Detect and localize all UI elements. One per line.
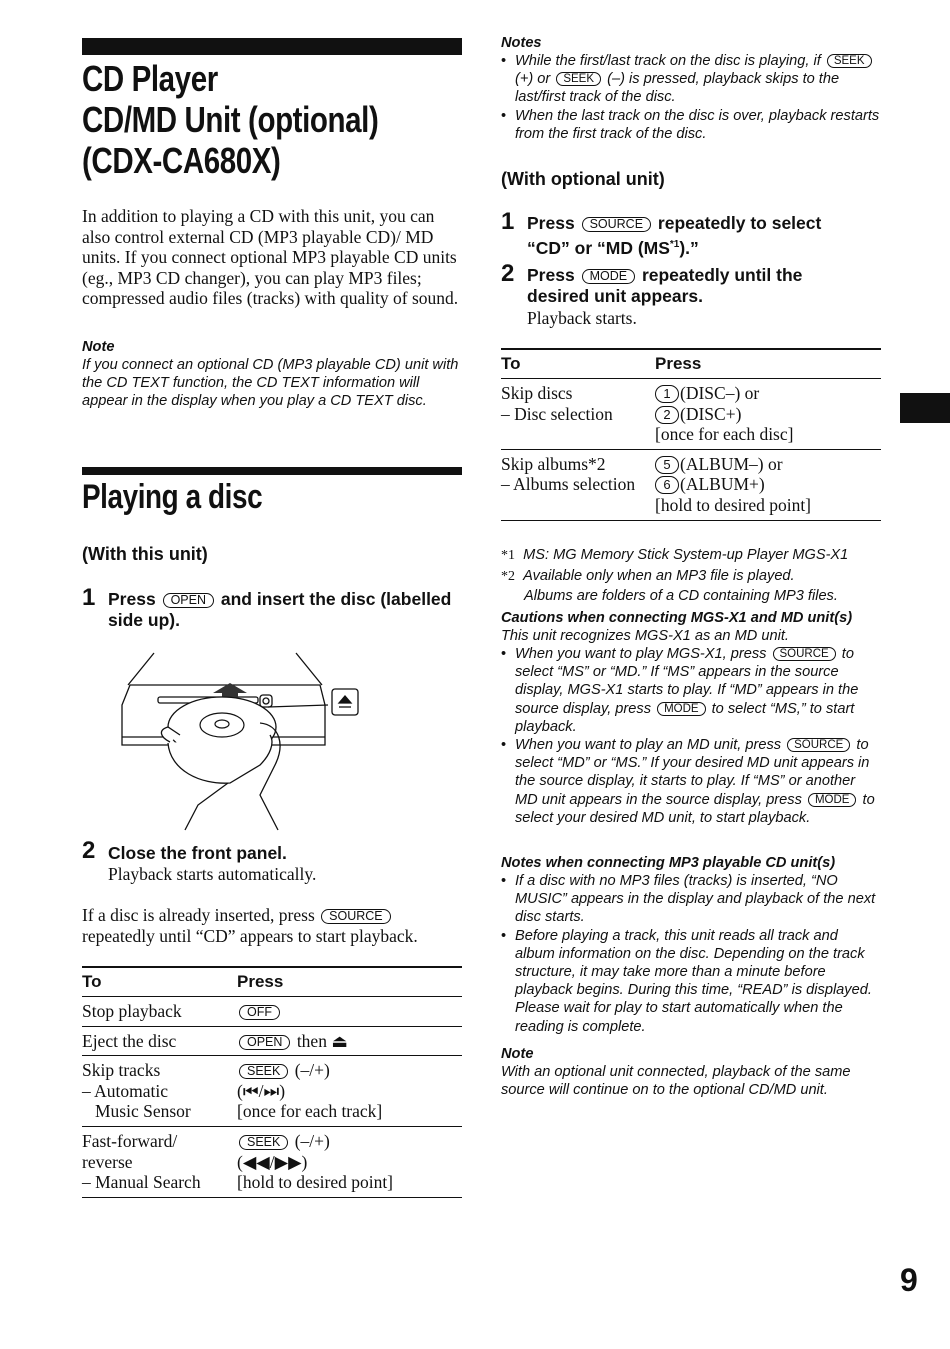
open-key: OPEN xyxy=(239,1035,290,1050)
source-key: SOURCE xyxy=(787,738,850,752)
title-line-3: (CDX-CA680X) xyxy=(82,140,281,181)
number-key: 5 xyxy=(655,456,679,474)
r-step-1-number: 1 xyxy=(501,208,515,235)
step-1-number: 1 xyxy=(82,584,96,611)
number-key: 2 xyxy=(655,406,679,424)
r-step-2-subtext: Playback starts. xyxy=(527,308,637,328)
list-item: • If a disc with no MP3 files (tracks) is inserted, “NO MUSIC” appears in the display and playback of the next disc starts. xyxy=(501,872,881,927)
title-line-1: CD Player xyxy=(82,58,218,99)
table-head-to: To xyxy=(82,967,237,997)
source-key: SOURCE xyxy=(773,647,836,661)
title-line-2: CD/MD Unit (optional) xyxy=(82,99,379,140)
footnotes: *1 MS: MG Memory Stick System-up Player MGS-X1 *2 Available only when an MP3 file is played. Albums are folders of a CD containing MP3 files. xyxy=(501,547,849,605)
step-2-subtext: Playback starts automatically. xyxy=(108,864,317,884)
table-row: Eject the disc OPEN then ⏏ xyxy=(82,1026,462,1056)
notes-list xyxy=(501,52,881,143)
number-key: 6 xyxy=(655,476,679,494)
side-tab-marker xyxy=(900,393,950,423)
left-operation-table xyxy=(82,966,462,1198)
seek-key: SEEK xyxy=(827,54,872,68)
final-note-text: With an optional unit connected, playback of the same source will continue on to the optional CD/MD unit. xyxy=(501,1064,851,1099)
table-row: Fast-forward/ reverse – Manual Search SEEK (–/+) (◀◀/▶▶) [hold to desired point] xyxy=(82,1126,462,1197)
notes-mp3-title: Notes when connecting MP3 playable CD unit(s) xyxy=(501,855,836,871)
with-optional-heading: (With optional unit) xyxy=(501,169,665,189)
table-head-to: To xyxy=(501,349,655,379)
intro-paragraph: In addition to playing a CD with this unit, you can also control external CD (MP3 playable CD)/ MD units. If you connect optional MP3 playable CD units (eg., MP3 CD changer), you can play MP3 files; compressed audio files (tracks) with quality of sound. xyxy=(82,206,459,309)
final-note-label: Note xyxy=(501,1046,534,1062)
page-number: 9 xyxy=(900,1262,918,1298)
page-title xyxy=(82,58,378,181)
cautions-title: Cautions when connecting MGS-X1 and MD unit(s) xyxy=(501,610,853,626)
table-row: Stop playback OFF xyxy=(82,997,462,1027)
notes-label: Notes xyxy=(501,35,542,51)
source-key: SOURCE xyxy=(321,909,390,924)
list-item: • Before playing a track, this unit reads all track and album information on the disc. Depending on the track structure, it may take more than a minute before playback begins. During this time, “READ” is displayed. Please wait for play to start automatically when the reading is complete. xyxy=(501,927,881,1036)
cautions-intro: This unit recognizes MGS-X1 as an MD unit. xyxy=(501,628,789,644)
r-step-2-number: 2 xyxy=(501,260,515,287)
r-step-1-text: Press SOURCE repeatedly to select “CD” or “MD (MS$^{*1}$).” xyxy=(527,213,822,258)
cautions-list xyxy=(501,645,881,827)
table-head-press: Press xyxy=(237,967,462,997)
note-text: If you connect an optional CD (MP3 playable CD) unit with the CD TEXT function, the CD TEXT information will appear in the display when you play a CD TEXT disc. xyxy=(82,357,459,410)
section-title: Playing a disc xyxy=(82,478,263,516)
list-item: • While the first/last track on the disc is playing, if SEEK (+) or SEEK (–) is pressed, playback skips to the last/first track of the disc. xyxy=(501,52,881,107)
mode-key: MODE xyxy=(657,702,706,716)
off-key: OFF xyxy=(239,1005,280,1020)
table-head-press: Press xyxy=(655,349,881,379)
title-rule xyxy=(82,38,462,55)
seek-key: SEEK xyxy=(239,1135,288,1150)
notes-mp3-list xyxy=(501,872,881,1036)
mode-key: MODE xyxy=(582,269,636,284)
with-this-unit-heading: (With this unit) xyxy=(82,544,208,564)
number-key: 1 xyxy=(655,385,679,403)
table-row: Skip discs – Disc selection 1 (DISC–) or 2 (DISC+) [once for each disc] xyxy=(501,379,881,450)
note-label: Note xyxy=(82,339,115,355)
seek-key: SEEK xyxy=(556,72,601,86)
step-1-text: Press OPEN and insert the disc (labelled side up). xyxy=(108,589,452,630)
list-item: • When you want to play an MD unit, press SOURCE to select “MD” or “MS.” If your desired MD unit appears in the source display, it starts to play. If “MS” or another MD unit appears in the source display, press MODE to select your desired MD unit, to start playback. xyxy=(501,736,881,827)
already-inserted-paragraph: If a disc is already inserted, press SOURCE repeatedly until “CD” appears to start playback. xyxy=(82,905,418,946)
mode-key: MODE xyxy=(808,793,857,807)
r-step-2-text: Press MODE repeatedly until the desired unit appears. xyxy=(527,265,803,306)
source-key: SOURCE xyxy=(582,217,651,232)
table-row: Skip tracks – Automatic Music Sensor SEEK (–/+) (⏮/⏭) [once for each track] xyxy=(82,1056,462,1127)
open-key: OPEN xyxy=(163,593,214,608)
section-rule xyxy=(82,467,462,475)
step-2-number: 2 xyxy=(82,837,96,864)
right-operation-table xyxy=(501,348,881,521)
list-item: • When you want to play MGS-X1, press SOURCE to select “MS” or “MD.” If “MS” appears in the source display, MGS-X1 starts to play. If “MD” appears in the source display, press MODE to select “MS,” to start playback. xyxy=(501,645,881,736)
insert-disc-illustration xyxy=(110,645,370,835)
list-item: • When the last track on the disc is over, playback restarts from the first track of the disc. xyxy=(501,107,881,143)
step-2-title: Close the front panel. xyxy=(108,843,287,863)
seek-key: SEEK xyxy=(239,1064,288,1079)
table-row: Skip albums*2 – Albums selection 5 (ALBUM–) or 6 (ALBUM+) [hold to desired point] xyxy=(501,449,881,520)
